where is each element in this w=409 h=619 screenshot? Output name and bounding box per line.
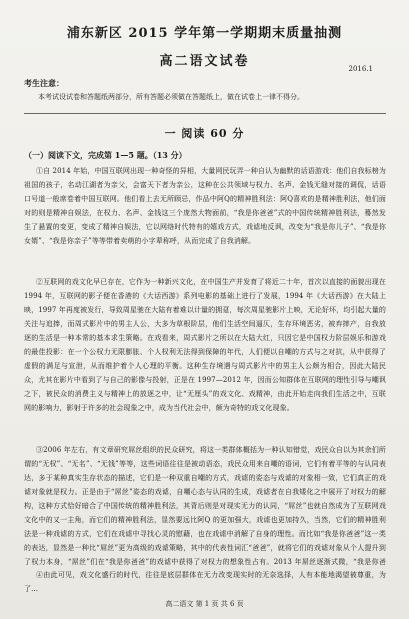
paragraph-2: ②互联网的戏文化早已存在，它作为一种新兴文化，在中国生产并发育了将近二十年，首次以直接的面貌出现在 1994 年，互联网的影子便在香港的《大话西游》系列电影的基础上进行了发展，1994 年《大话西游》在大陆上映，1997 年再度被发行，导致周星驰在大陆有着难以计量的拥趸，每次周星驰影片上映，无论好坏，均引起大量的关注与追捧，而周式影片中的男主人公，大多为草根阶层，他们生活空间逼仄，生存环境恶劣，被弃摔产，自我放逐的生活是一种本常的基本求生策略。在戏看来，周式影片之所以在大陆大红，只因它是中国权力阶层娱乐和游戏的最佳投影：在一个公权力无限膨胀、个人权利无法得到保障的年代，人们便以自嘲的方式与之对抗，从中获得了虚假的满足与宣泄，从而维护着个人心理的平衡。这种生存境遇与周式影片中的男主人公颇为相合，因此大陆民众，尤其在影片中看到了与自己的影像与投射，正是在 1997—2012 年，因而公知群体在互联网的理性引导与嘲讽之下，被民众的消费主义与精神上的放逐之中，让“无厘头”的戏文化、戏精神，由此开始走向我们生活之中，互联网的影响力，影射于许多的社会现象之中，成为当代社会中，颇为奇特的戏文化现象。	[24, 278, 386, 412]
page-footer: 高二语文 第 1 页 共 6 页	[165, 600, 244, 608]
notice-label: 考生注意：	[24, 78, 64, 88]
paragraph-3: ③2006 年左右，有文章研究屌丝组织的民众研究，将这一类群体概括为一种认知错觉，戏民众自以为其余们所谓的“无权”、“无名”、“无钱”等等，这些词语往往是被动语态，戏民众用来自嘲的语词，它们有着平等的与认同表达，多于某种真实生存状态的描述，它们是一种双重自嘲的方式，戏谑的姿态与戏谑的对象相一致，它们真正的戏谑对象就是权力。正是由于“屌丝”姿态的戏谑，自嘲心态与认同的生成，戏谑者在自我矮化之中展开了对权力的解构，这种方式恰好暗合了中国传统的精神胜利法，其背后则是对现实无力的认同，“屌丝”也就自然成为了互联网戏文化中的又一主角，而它们的精神胜利法，显然要远比阿Q 的更加强大，戏谑也更加持久，当然，它们的精神胜利法是一种戏谑的方式，它们在戏谑中寻找心灵的慰藉，也在戏谑中消解了自身的理性。而比如“我是你爸爸”这一类的表达，显然是一种比“屌丝”更为高级的戏谑策略，其中的代表性词汇“爸爸”，就将它们的戏谑对象从个人提升到了权力本身，“屌丝”们在“我是你爸爸”的戏谑中获得了对权力的想象性占有。2013 年屌丝逐渐式微，“我是你爸	[24, 446, 386, 566]
exam-title: 浦东新区 2015 学年第一学期期末质量抽测	[66, 26, 343, 41]
paragraph-1: ①自 2014 年始，中国互联网出现一种奇怪的异相，大量网民玩弄一种自认为幽默的话语游戏：他们自我标榜为祖国的孩子，名动江湖者为亲父，会富天下者为亲公，这种在公共领域与权力、名声、金钱无缝对接的调侃，话语口号道一般席卷着中国互联网。他们看上去无所顾忌，作品中阿Q的精神胜利法：阿Q喜欢的是精神胜利法，他们面对的则是精神自娱法，在权力、名声、金钱这三个庞然大物面前，“我是你爸爸”式的中国传统精神胜利法，蓦然发生了悬置的变更，变成了精神自娱法，它以网络时代特有的嬉戏方式，戏谑地反讽，改变为“我是你儿子”、“我是你女婿”、“我是你亲子”等等带着卖萌的小字辈称呼，从而完成了自我消解。	[24, 167, 386, 245]
exam-subtitle: 高二语文试卷	[159, 54, 250, 69]
notice-text: 本考试设试卷和答题纸两部分，所有答题必须做在答题纸上，做在试卷上一律不得分。	[38, 93, 304, 101]
question-heading: （一）阅读下文，完成第 1—5 题。（13 分）	[24, 150, 187, 160]
exam-date: 2016.1	[348, 65, 373, 73]
paragraph-4: ④由此可见，戏文化盛行的时代，往往是底层群体在无力改变现实时的无奈选择，人有本能地渴望被尊重，为了...	[24, 571, 386, 593]
divider-line	[24, 113, 386, 114]
section-title: 一 阅读 60 分	[164, 127, 245, 140]
